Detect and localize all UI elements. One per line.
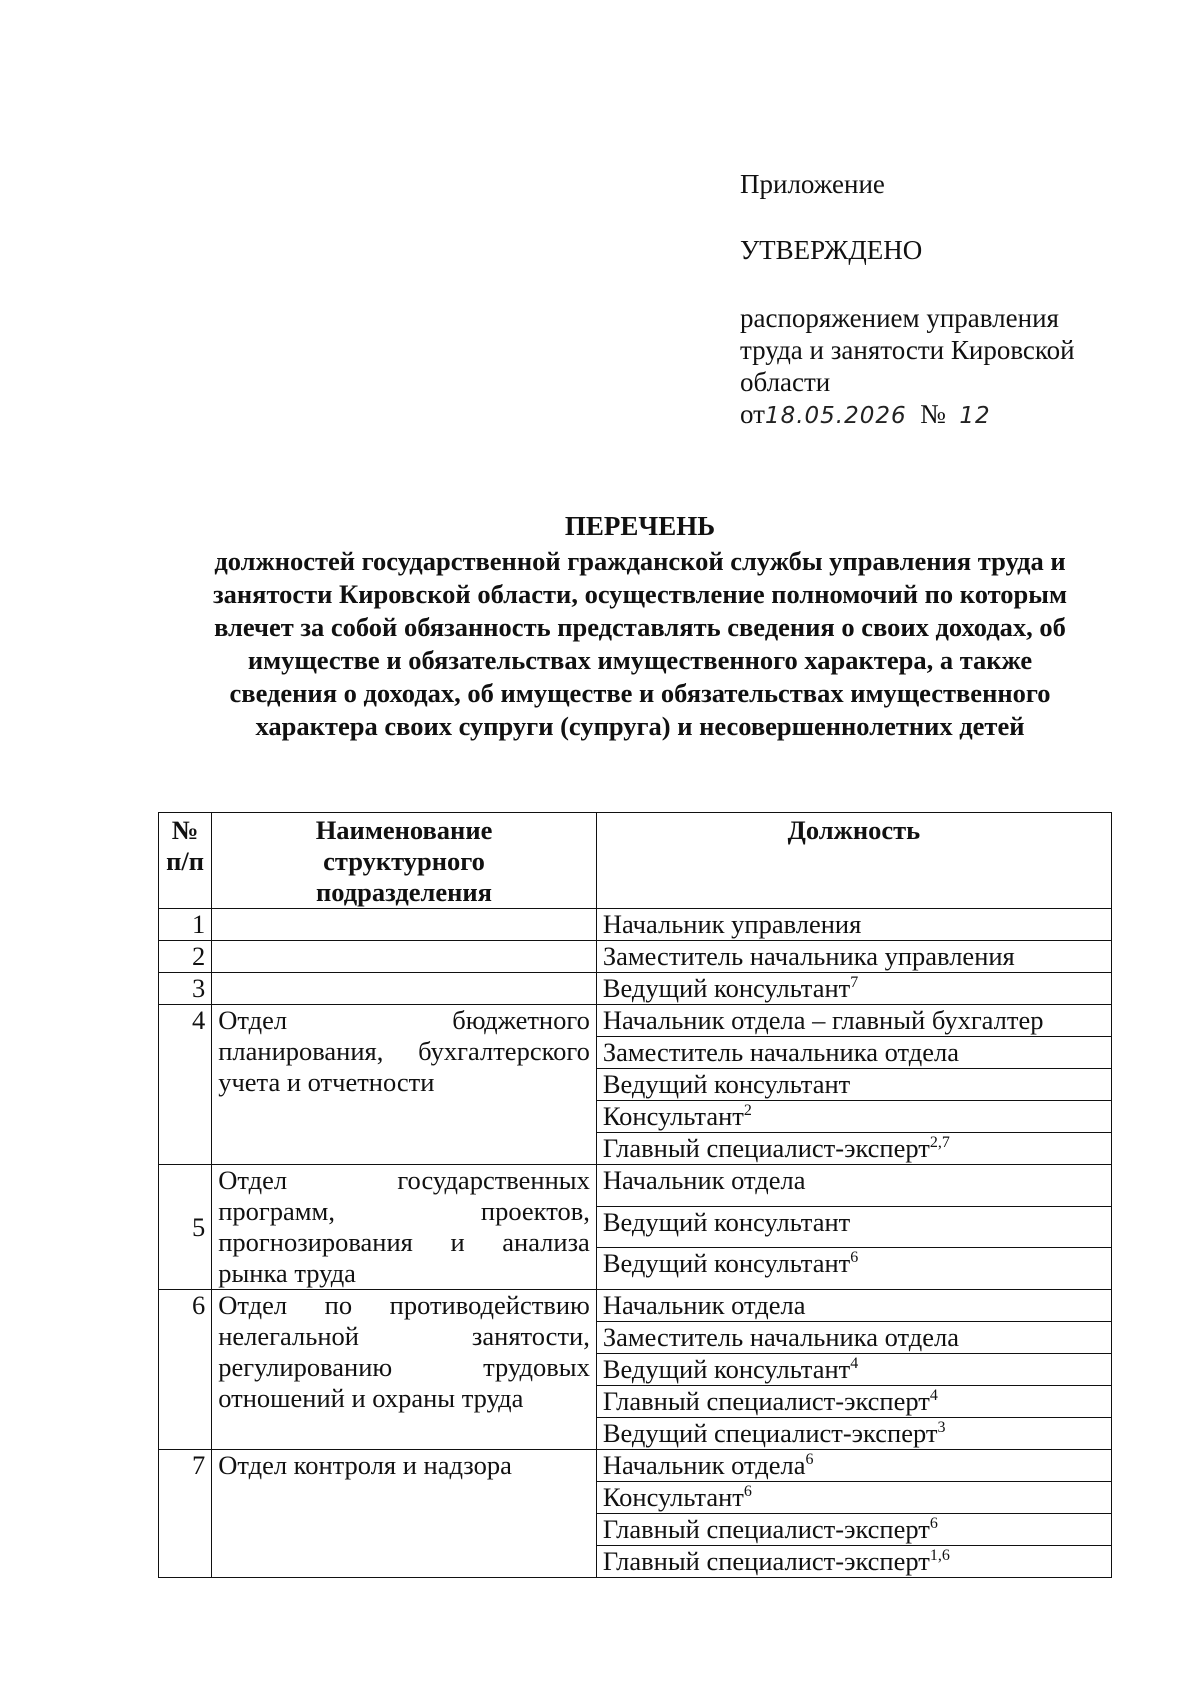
number-prefix: № [920,399,946,429]
title-line-6: характера своих супруги (супруга) и несовершеннолетних детей [255,711,1025,741]
position-footnote-mark: 2 [743,1102,752,1119]
title-line-4: имуществе и обязательствах имущественного характера, а также [247,645,1033,675]
header-number-line-1: № [171,815,199,845]
date-prefix: от [740,399,765,429]
table-row [159,909,1112,941]
position-name: Ведущий консультант [602,1206,851,1237]
table-row [159,1005,1112,1037]
position-cell [596,1546,1111,1578]
position-name: Начальник отдела [602,1165,806,1195]
table-row [159,1450,1112,1482]
table-row [159,1165,1112,1207]
position-footnote-mark: 3 [937,1419,946,1436]
position-name: Начальник управления [602,909,862,939]
position-footnote-mark: 6 [929,1515,938,1532]
header-position: Должность [596,813,1111,909]
table-row [159,941,1112,973]
department-name [212,941,597,973]
position-name: Начальник отдела [602,1290,806,1320]
position-name: Заместитель начальника отдела [602,1322,959,1352]
handwritten-number: 12 [959,403,991,429]
position-cell [596,1037,1111,1069]
position-cell [596,1386,1111,1418]
department-name [212,973,597,1005]
table-body [159,909,1112,1578]
title-line-3: влечет за собой обязанность представлять сведения о своих доходах, об [214,612,1066,642]
position-cell [596,1248,1111,1290]
header-department-line-3: подразделения [316,877,493,907]
order-date-line [740,398,1140,432]
position-cell [596,1482,1111,1514]
position-footnote-mark: 2,7 [929,1134,950,1151]
department-name: Отдел бюджетного планирования, бухгалтерского учета и отчетности [212,1005,597,1165]
table-row [159,1290,1112,1322]
position-cell [596,1322,1111,1354]
row-number: 6 [159,1290,212,1450]
position-name: Начальник отдела [602,1450,806,1480]
row-number: 7 [159,1450,212,1578]
position-name: Консультант [602,1101,744,1131]
appendix-label: Приложение [740,169,885,199]
position-cell [596,1206,1111,1248]
position-cell [596,1418,1111,1450]
header-number-line-2: п/п [166,846,205,876]
position-footnote-mark: 7 [850,974,859,991]
table-row [159,973,1112,1005]
position-name: Ведущий консультант [602,1248,851,1279]
row-number: 1 [159,909,212,941]
position-cell [596,1133,1111,1165]
position-footnote-mark: 1,6 [929,1547,950,1564]
row-number: 4 [159,1005,212,1165]
title-line-5: сведения о доходах, об имуществе и обязательствах имущественного [229,678,1051,708]
position-cell [596,1069,1111,1101]
row-number: 2 [159,941,212,973]
position-name: Ведущий консультант [602,1354,851,1384]
title-heading: ПЕРЕЧЕНЬ [564,511,716,541]
position-footnote-mark: 6 [805,1451,814,1468]
department-name: Отдел контроля и надзора [212,1450,597,1578]
table-header-row [159,813,1112,909]
title-line-1: должностей государственной гражданской службы управления труда и [214,546,1066,576]
header-department [212,813,597,909]
position-cell [596,1290,1111,1322]
position-name: Ведущий специалист-эксперт [602,1418,938,1448]
approved-label: УТВЕРЖДЕНО [740,235,923,265]
position-footnote-mark: 6 [743,1483,752,1500]
title-line-2: занятости Кировской области, осуществление полномочий по которым [212,579,1068,609]
row-number: 5 [159,1165,212,1290]
document-title [150,510,1130,743]
position-cell [596,909,1111,941]
position-name: Главный специалист-эксперт [602,1386,930,1416]
position-name: Начальник отдела – главный бухгалтер [602,1005,1044,1035]
header-department-line-1: Наименование [315,815,493,845]
row-number: 3 [159,973,212,1005]
position-name: Главный специалист-эксперт [602,1133,930,1163]
order-line-1: распоряжением управления [740,303,1059,333]
position-footnote-mark: 4 [929,1387,938,1404]
position-cell [596,1354,1111,1386]
position-cell [596,1101,1111,1133]
order-line-3: области [740,367,831,397]
position-name: Главный специалист-эксперт [602,1514,930,1544]
positions-table [158,812,1112,1578]
header-number [159,813,212,909]
position-name: Ведущий консультант [602,973,851,1003]
department-name: Отдел государственных программ, проектов, прогнозирования и анализа рынка труда [212,1165,597,1290]
position-name: Консультант [602,1482,744,1512]
position-name: Заместитель начальника отдела [602,1037,959,1067]
position-cell [596,1450,1111,1482]
position-name: Заместитель начальника управления [602,941,1015,971]
position-footnote-mark: 4 [850,1355,859,1372]
approval-block [740,168,1140,432]
position-cell [596,1514,1111,1546]
department-name [212,909,597,941]
position-cell [596,1165,1111,1207]
position-cell [596,1005,1111,1037]
position-footnote-mark: 6 [850,1249,859,1267]
department-name: Отдел по противодействию нелегальной занятости, регулированию трудовых отношений и охраны труда [212,1290,597,1450]
header-department-line-2: структурного [323,846,485,876]
handwritten-date: 18.05.2026 [764,403,907,429]
position-cell [596,973,1111,1005]
position-name: Ведущий консультант [602,1069,851,1099]
position-cell [596,941,1111,973]
position-name: Главный специалист-эксперт [602,1546,930,1576]
order-line-2: труда и занятости Кировской [740,335,1075,365]
